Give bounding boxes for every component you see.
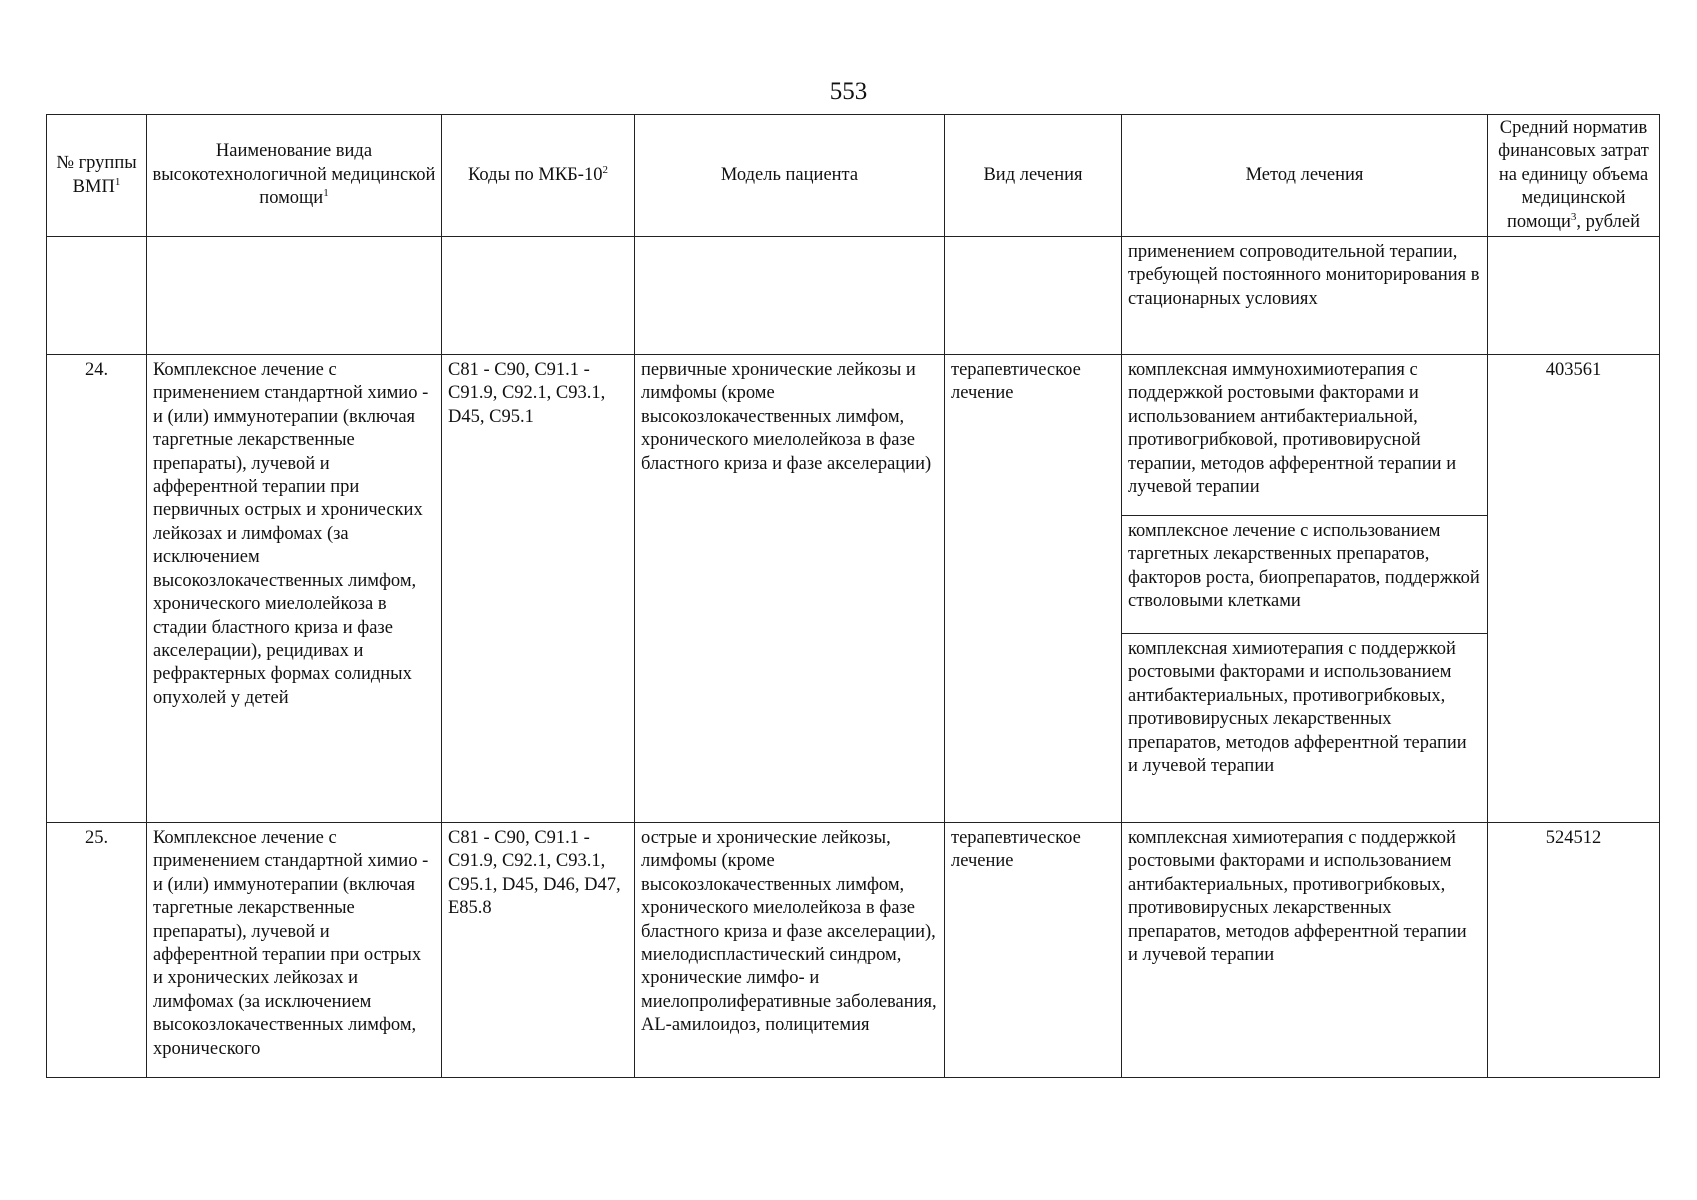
cell-name: Комплексное лечение с применением стандартной химио - и (или) иммунотерапии (включая таргетные лекарственные препараты), лучевой и афферентной терапии при первичных острых и хронических лейкозах и лимфомах (за исключением высокозлокачественных лимфом, хронического миелолейкоза в стадии бластного криза и фазе акселерации), рецидивах и рефрактерных формах солидных опухолей у детей <box>147 355 442 823</box>
cell-num: 25. <box>47 823 147 1078</box>
cell-codes <box>442 237 635 355</box>
cell-num <box>47 237 147 355</box>
table-row-24 <box>47 355 1660 516</box>
header-codes: Коды по МКБ-$10^2$ <box>442 115 635 237</box>
cell-codes: C81 - C90, C91.1 - C91.9, C92.1, C93.1, D45, C95.1 <box>442 355 635 823</box>
cell-name: Комплексное лечение с применением стандартной химио - и (или) иммунотерапии (включая таргетные лекарственные препараты), лучевой и афферентной терапии при острых и хронических лейкозах и лимфомах (за исключением высокозлокачественных лимфом, хронического <box>147 823 442 1078</box>
page-number: 553 <box>829 78 868 105</box>
vmp-table <box>46 114 1660 1078</box>
cell-method: применением сопроводительной терапии, требующей постоянного мониторирования в стационарных условиях <box>1122 237 1488 355</box>
cell-treatment-type <box>945 237 1122 355</box>
table-row-25 <box>47 823 1660 1078</box>
header-group-no: № группы ВМП$^1$ <box>47 115 147 237</box>
header-model: Модель пациента <box>635 115 945 237</box>
header-treatment-type: Вид лечения <box>945 115 1122 237</box>
cell-method: комплексная химиотерапия с поддержкой ростовыми факторами и использованием антибактериальных, противогрибковых, противовирусных лекарственных препаратов, методов афферентной терапии и лучевой терапии <box>1122 823 1488 1078</box>
cell-cost: 524512 <box>1488 823 1660 1078</box>
cell-model <box>635 237 945 355</box>
header-name: Наименование вида высокотехнологичной медицинской помощи$^1$ <box>147 115 442 237</box>
header-method: Метод лечения <box>1122 115 1488 237</box>
header-cost: Средний норматив финансовых затрат на единицу объема медицинской помощи$^3$, рублей <box>1488 115 1660 237</box>
cell-name <box>147 237 442 355</box>
cell-method: комплексная химиотерапия с поддержкой ростовыми факторами и использованием антибактериальных, противогрибковых, противовирусных лекарственных препаратов, методов афферентной терапии и лучевой терапии <box>1122 634 1488 823</box>
continuation-row <box>47 237 1660 355</box>
header-row <box>47 115 1660 237</box>
cell-method: комплексное лечение с использованием таргетных лекарственных препаратов, факторов роста, биопрепаратов, поддержкой стволовыми клетками <box>1122 516 1488 634</box>
cell-cost: 403561 <box>1488 355 1660 823</box>
cell-treatment-type: терапевтическое лечение <box>945 823 1122 1078</box>
cell-model: острые и хронические лейкозы, лимфомы (кроме высокозлокачественных лимфом, хронического миелолейкоза в фазе бластного криза и фазе акселерации), миелодиспластический синдром, хронические лимфо- и миелопролиферативные заболевания, AL-амилоидоз, полицитемия <box>635 823 945 1078</box>
cell-method: комплексная иммунохимиотерапия с поддержкой ростовыми факторами и использованием антибактериальной, противогрибковой, противовирусной терапии, методов афферентной терапии и лучевой терапии <box>1122 355 1488 516</box>
cell-codes: C81 - C90, C91.1 - C91.9, C92.1, C93.1, C95.1, D45, D46, D47, E85.8 <box>442 823 635 1078</box>
cell-num: 24. <box>47 355 147 823</box>
cell-treatment-type: терапевтическое лечение <box>945 355 1122 823</box>
cell-model: первичные хронические лейкозы и лимфомы (кроме высокозлокачественных лимфом, хронического миелолейкоза в фазе бластного криза и фазе акселерации) <box>635 355 945 823</box>
cell-cost <box>1488 237 1660 355</box>
